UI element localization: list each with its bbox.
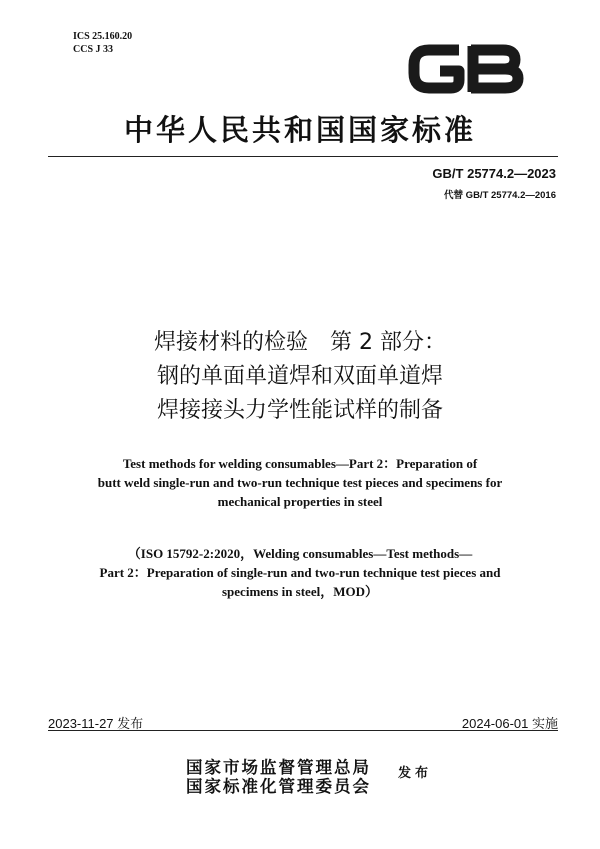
- ccs-code: CCS J 33: [73, 44, 114, 55]
- standard-number: GB/T 25774.2—2023: [432, 166, 556, 181]
- ics-code: ICS 25.160.20: [73, 31, 133, 42]
- english-title-line-1: Test methods for welding consumables—Part 2：Preparation of: [122, 456, 478, 471]
- gb-logo-icon: [407, 40, 525, 98]
- country-standard-title: 中华人民共和国国家标准: [123, 113, 476, 147]
- publish-label: 发布: [398, 766, 433, 781]
- classification-codes: [73, 30, 132, 56]
- iso-reference-line-3: specimens in steel，MOD）: [222, 584, 378, 599]
- issue-date: 2023-11-27 发布: [48, 716, 144, 731]
- bottom-divider: [48, 730, 558, 731]
- chinese-title-line-2: 钢的单面单道焊和双面单道焊: [156, 364, 443, 389]
- top-divider: [48, 156, 558, 157]
- authority-sac: 国家标准化管理委员会: [186, 777, 371, 796]
- implementation-date: 2024-06-01 实施: [461, 716, 558, 731]
- authority-samr: 国家市场监督管理总局: [186, 758, 371, 777]
- chinese-title-line-1: 焊接材料的检验 第 2 部分：: [154, 330, 446, 355]
- chinese-title-line-3: 焊接接头力学性能试样的制备: [156, 398, 443, 423]
- replaces-standard: 代替 GB/T 25774.2—2016: [444, 190, 556, 201]
- english-title-line-2: butt weld single-run and two-run technique test pieces and specimens for: [97, 475, 503, 490]
- iso-reference-line-2: Part 2：Preparation of single-run and two-run technique test pieces and: [99, 565, 501, 580]
- english-title-line-3: mechanical properties in steel: [217, 494, 383, 509]
- iso-reference-line-1: （ISO 15792-2:2020，Welding consumables—Test methods—: [127, 546, 473, 561]
